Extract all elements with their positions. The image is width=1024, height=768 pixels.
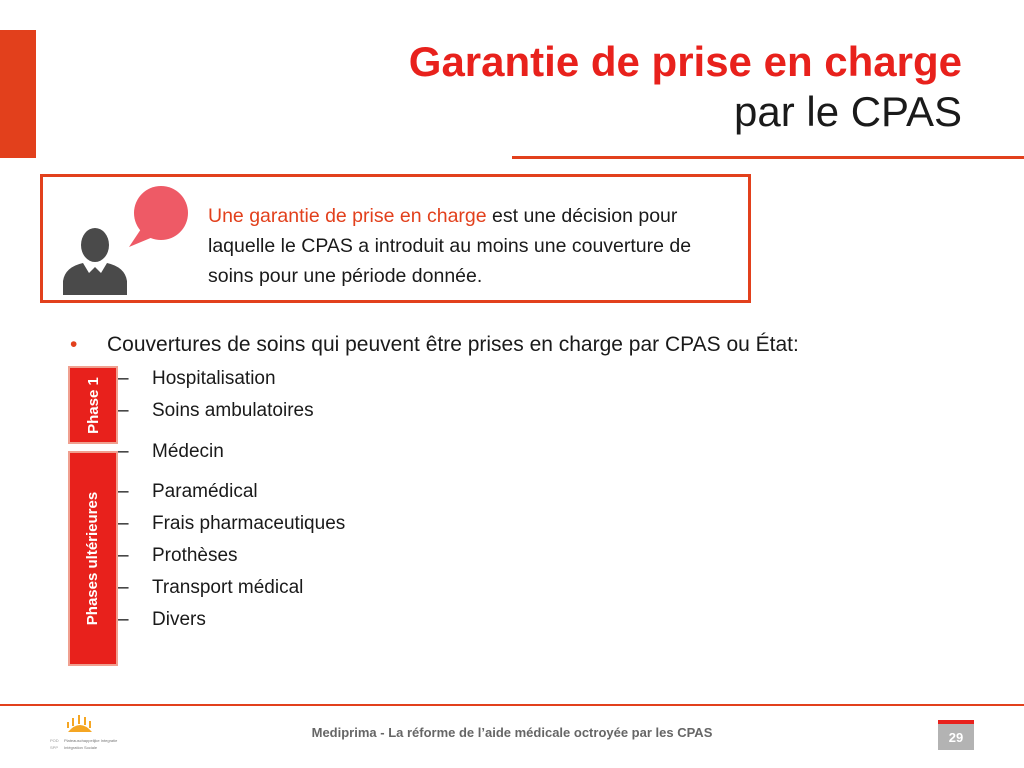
list-item-label: Transport médical bbox=[152, 577, 304, 598]
coverage-intro: Couvertures de soins qui peuvent être prises en charge par CPAS ou État: bbox=[107, 333, 799, 356]
definition-text bbox=[208, 201, 738, 291]
accent-bar bbox=[0, 30, 36, 158]
list-item-label: Frais pharmaceutiques bbox=[152, 513, 346, 534]
speech-bubble-icon bbox=[127, 185, 191, 249]
page-number: 29 bbox=[938, 720, 974, 750]
list-item-label: Prothèses bbox=[152, 545, 238, 566]
phase-1-tab bbox=[68, 366, 118, 444]
definition-body: est une décision pour laquelle le CPAS a introduit au moins une couverture de soins pour une période donnée. bbox=[208, 205, 692, 287]
list-item-label: Soins ambulatoires bbox=[152, 400, 314, 421]
logo-line-1: Plateauschappelijke Integratie bbox=[64, 738, 118, 743]
logo-line-2: Intégration Sociale bbox=[64, 745, 98, 750]
dash-marker: – bbox=[118, 368, 129, 389]
list-item-label: Paramédical bbox=[152, 481, 258, 502]
list-item-label: Divers bbox=[152, 609, 206, 630]
definition-box bbox=[40, 174, 751, 303]
definition-term: Une garantie de prise en charge bbox=[208, 205, 487, 227]
footer-rule bbox=[0, 704, 1024, 706]
dash-marker: – bbox=[118, 481, 129, 502]
logo-prefix-1: POD bbox=[50, 738, 59, 743]
dash-marker: – bbox=[118, 577, 129, 598]
title-sub: par le CPAS bbox=[734, 88, 962, 136]
title-main: Garantie de prise en charge bbox=[408, 38, 962, 85]
dash-marker: – bbox=[118, 400, 129, 421]
footer-text: Mediprima - La réforme de l’aide médicale octroyée par les CPAS bbox=[311, 725, 713, 740]
bullet-marker: • bbox=[70, 333, 78, 356]
list-item-label: Médecin bbox=[152, 441, 224, 462]
later-phases-tab bbox=[68, 451, 118, 666]
dash-marker: – bbox=[118, 609, 129, 630]
list-item-label: Hospitalisation bbox=[152, 368, 276, 389]
later-phases-label: Phases ultérieures bbox=[84, 491, 102, 626]
person-silhouette-icon bbox=[59, 225, 131, 295]
phase-1-label: Phase 1 bbox=[84, 376, 102, 434]
dash-marker: – bbox=[118, 513, 129, 534]
title-underline bbox=[512, 156, 1024, 159]
logo-prefix-2: SPP bbox=[50, 745, 59, 750]
dash-marker: – bbox=[118, 441, 129, 462]
slide-title bbox=[262, 38, 962, 137]
dash-marker: – bbox=[118, 545, 129, 566]
